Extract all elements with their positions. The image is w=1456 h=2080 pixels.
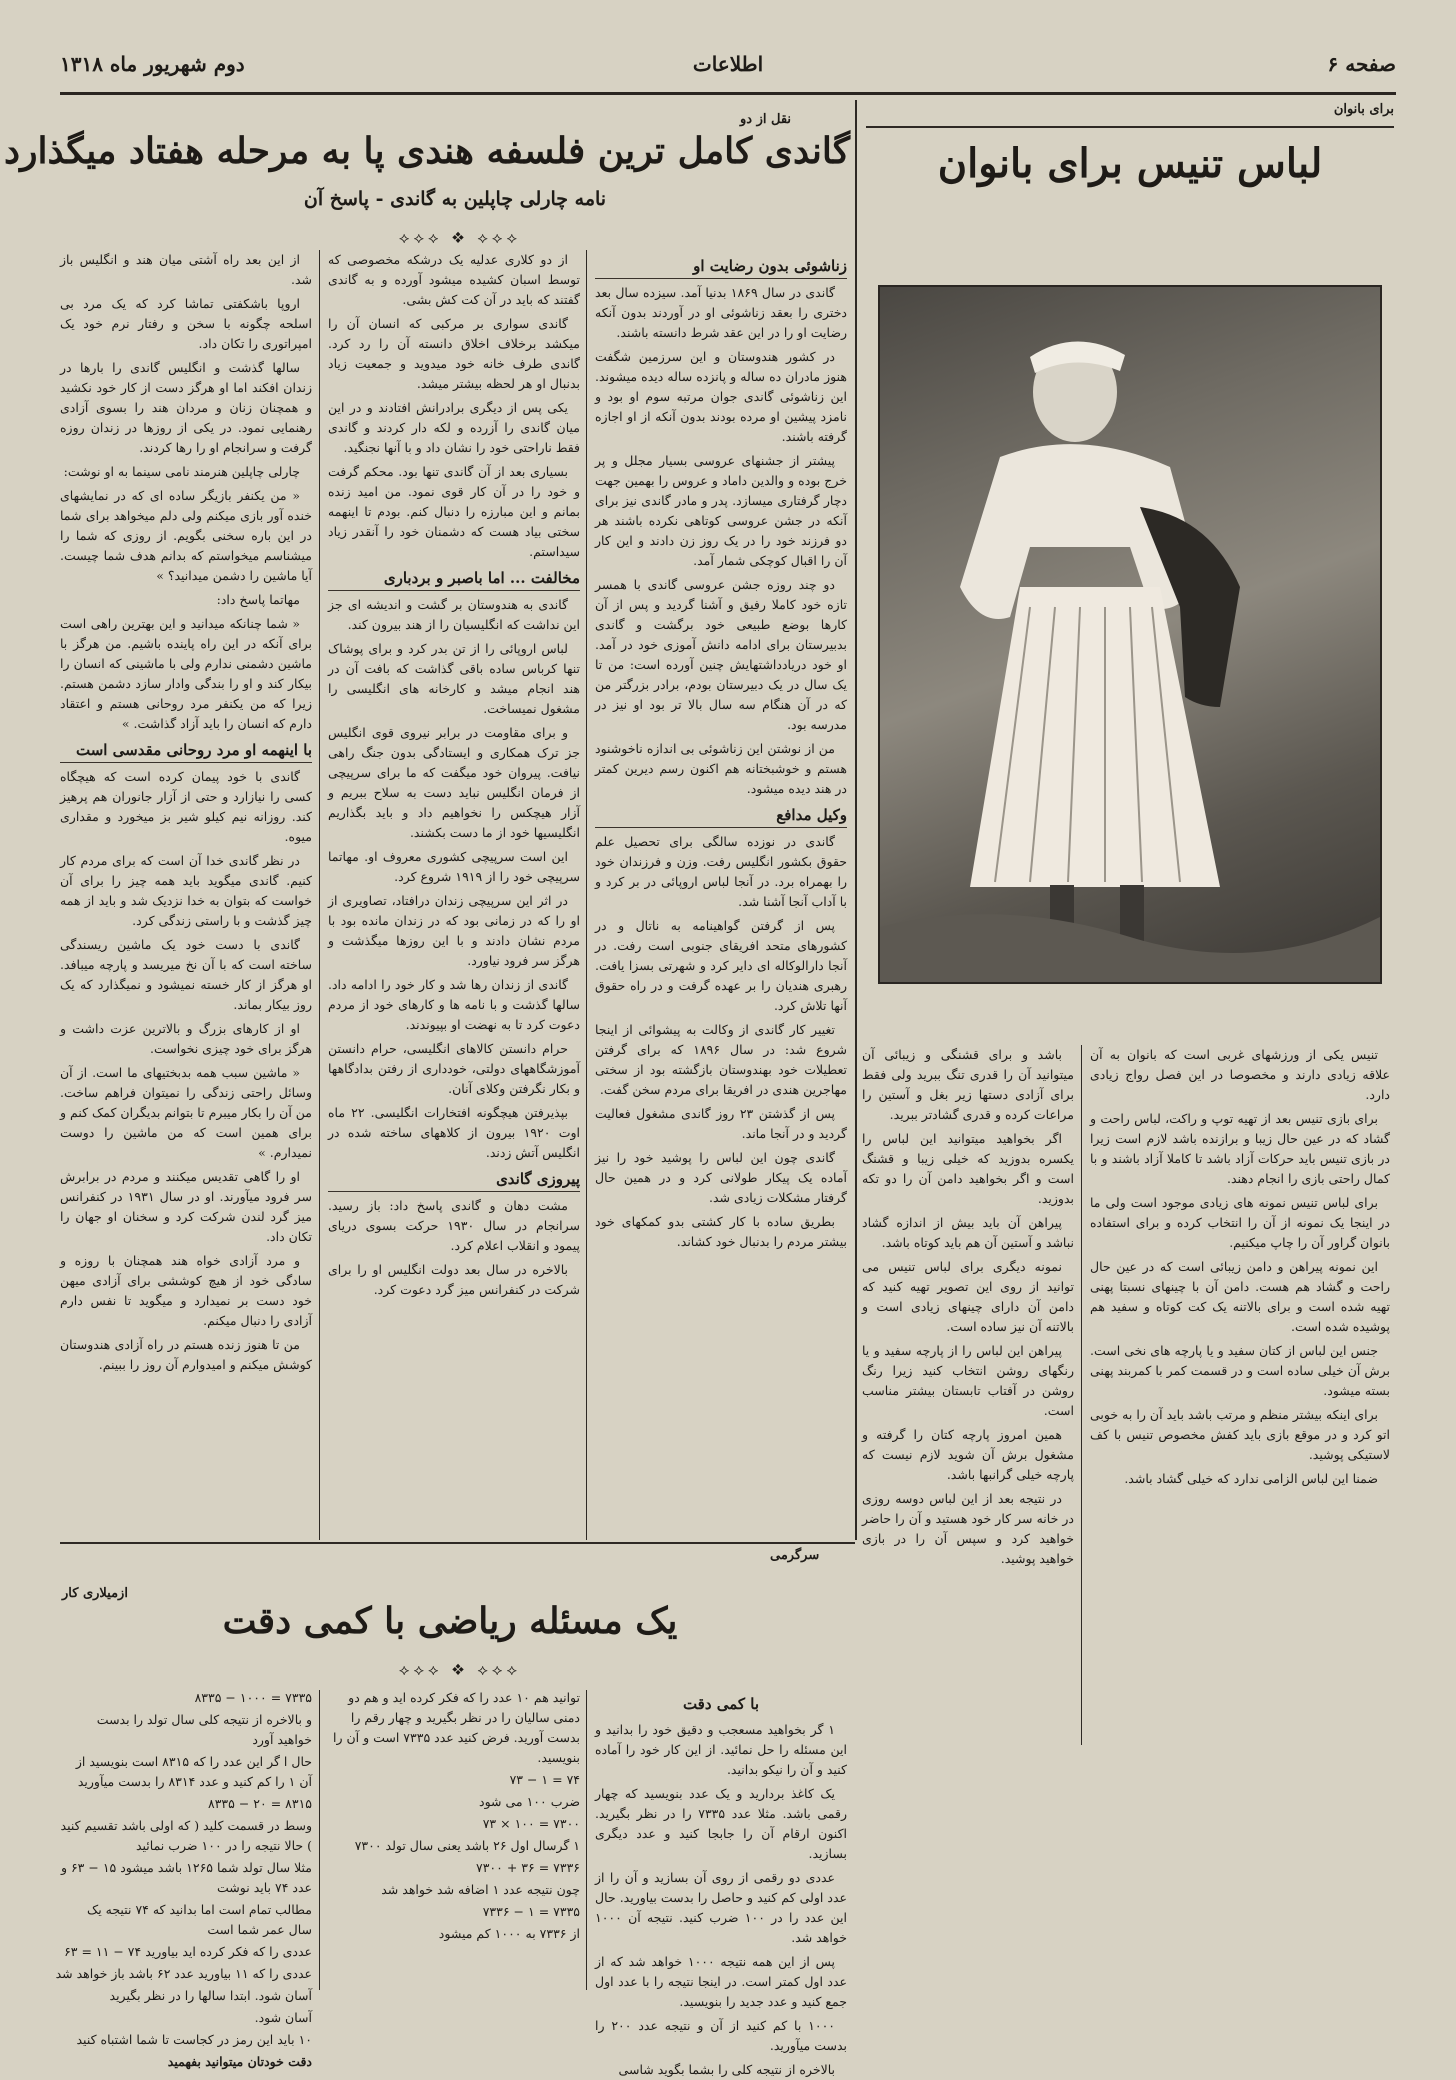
section-label-rule [866, 126, 1394, 128]
puzzle-subhead: با کمی دقت [682, 1695, 760, 1713]
tennis-dress-photo [878, 285, 1382, 984]
women-inner-rule [1081, 1045, 1082, 1745]
puzzle-top-rule [60, 1542, 855, 1544]
section-label: برای بانوان [1333, 102, 1394, 117]
women-headline: لباس تنیس برای بانوان [937, 140, 1323, 187]
gandhi-subhead-victory: پیروزی گاندی [328, 1169, 580, 1192]
masthead-rule [60, 92, 1396, 95]
gandhi-subhead-saint: با اینهمه او مرد روحانی مقدسی است [60, 740, 312, 763]
puzzle-ornament: ⟡⟡⟡ ❖ ⟡⟡⟡ [398, 1660, 522, 1679]
gandhi-subtitle: نامه چارلی چاپلین به گاندی - پاسخ آن [303, 188, 607, 210]
gandhi-ornament: ⟡⟡⟡ ❖ ⟡⟡⟡ [398, 228, 522, 247]
page-number: صفحه ۶ [1327, 52, 1396, 76]
gandhi-rule-1 [586, 250, 587, 1540]
puzzle-col-left: ۷۳۳۵ = ۱۰۰۰ − ۸۳۳۵ و بالاخره از نتیجه کلی سال تولد را بدست خواهید آورد حال ا گر این عدد را که ۸۳۱۵ است بنویسید از آن ۱ را کم کنید و عدد ۸۳۱۴ را بدست میآورید ۸۳۱۵ = ۲۰ − ۸۳۳۵ وسط در قسمت کلید ( که اولی باشد تقسیم کنید ) حالا نتیجه را در ۱۰۰ ضرب نمائید مثلا سال تولد شما ۱۲۶۵ باشد میشود ۱۵ − ۶۳ و عدد ۷۴ باید نوشت مطالب تمام است اما بدانید که ۷۴ نتیجه یک سال عمر شما است عددی را که فکر کرده اید بیاورید ۷۴ − ۱۱ = ۶۳ عددی را که ۱۱ بیاورید عدد ۶۲ باشد باز خواهد شد آسان شود. ابتدا سالها را در نظر بگیرید آسان شود. ۱۰ باید این رمز در کجاست تا شما اشتباه کنید دقت خودتان میتوانید بفهمید [55, 1690, 312, 2069]
gandhi-headline: گاندی کامل ترین فلسفه هندی پا به مرحله هفتاد میگذارد [4, 130, 850, 172]
gandhi-col-right: زناشوئی بدون رضایت او گاندی در سال ۱۸۶۹ بدنیا آمد. سیزده سال بعد دختری را بعقد زناشوئی او در آوردند بدون آنکه رضایت او را در این عقد شرط دانسته باشند. در کشور هندوستان و این سرزمین شگفت هنوز مادران ده ساله و پانزده ساله دیده میشوند. این زناشوئی گاندی جوان مرتبه سوم او بود و نامزد پیشین او مرده بودند بدون آنکه از او اجازه گرفته باشند. پیشتر از جشنهای عروسی بسیار مجلل و پر خرج بوده و والدین داماد و عروس را بهمین جهت دچار گرفتاری میسازد. پدر و مادر گاندی نیز برای آنکه در جشن عروسی کوتاهی نکرده باشند هر دو فرزند خود را در یک روز زن دادند و این کار آن را اقبال کوچکی شمار آمد. دو چند روزه جشن عروسی گاندی با همسر تازه خود کاملا رفیق و آشنا گردید و پس از آن کارها بوضع طبیعی خود برگشت و گاندی بدبیرستان برای ادامه دانش آموزی خود در آمد. او خود دریادداشتهایش چنین آورده است: من تا یک سال در یک دبیرستان بودم، برادر بزرگتر من که در آن هنگام سه سال بالا تر بود او نیز در مدرسه بود. من از نوشتن این زناشوئی بی اندازه ناخوشنود هستم و خوشبختانه هم اکنون رسم دیرین کمتر در هند دیده میشود. وکیل مدافع گاندی در نوزده سالگی برای تحصیل علم حقوق بکشور انگلیس رفت. وزن و فرزندان خود را بهمراه برد. در آنجا لباس اروپائی در بر کرد و با آداب آنجا آشنا شد. پس از گرفتن گواهینامه به ناتال و در کشورهای متحد افریقای جنوبی است رفت. در آنجا دارالوکاله ای دایر کرد و شهرتی بسزا یافت. رهبری هندیان را بر عهده گرفت و در راه حقوق آنها تلاش کرد. تغییر کار گاندی از وکالت به پیشوائی از اینجا شروع شد: در سال ۱۸۹۶ که برای گرفتن تعطیلات خود بهندوستان بازگشته بود از سختی مهاجرین هندی در افریقا برای مردم سخن گفت. پس از گذشتن ۲۳ روز گاندی مشغول فعالیت گردید و در آنجا ماند. گاندی چون این لباس را پوشید خود را نیز آماده یک پیکار طولانی کرد و در همین حال گرفتار مشکلات زیادی شد. بطریق ساده با کار کشتی بدو کمکهای خود بیشتر مردم را بدنبال خود کشاند. [595, 257, 847, 1249]
puzzle-rule-2 [319, 1690, 320, 1990]
gandhi-subhead-lawyer: وکیل مدافع [595, 805, 847, 828]
women-text-middle: باشد و برای قشنگی و زیبائی آن میتوانید آن را قدری تنگ ببرید ولی فقط برای آزادی دستها زیر بغل و آستین را مراعات کرده و قدری گشادتر ببرید. اگر بخواهید میتوانید این لباس را یکسره بدوزید که خیلی زیبا و قشنگ است و اگر بخواهید دامن آن را دو تکه بدوزید. پیراهن آن باید بیش از اندازه گشاد نباشد و آستین آن هم باید کوتاه باشد. نمونه دیگری برای لباس تنیس می توانید از روی این تصویر تهیه کنید که دامن آن دارای چینهای زیادی است و بالاتنه آن نیز ساده است. پیراهن این لباس را از پارچه سفید و یا رنگهای روشن انتخاب کنید زیرا رنگ روشن در آفتاب تابستان بیشتر مناسب است. همین امروز پارچه کتان را گرفته و مشغول برش آن شوید لازم نیست که پارچه خیلی گرانبها باشد. در نتیجه بعد از این لباس دوسه روزی در خانه سر کار خود هستید و آن را حاضر خواهید کرد و سپس آن را در بازی خواهید پوشید. [862, 1047, 1074, 1566]
puzzle-kicker: ازمیلاری کار [62, 1586, 128, 1601]
gandhi-col-middle: از دو کلاری عدلیه یک درشکه مخصوصی که توسط اسبان کشیده میشود آورده و به گاندی گفتند که باید در آن کت کش بشی. گاندی سواری بر مرکبی که انسان آن را میکشد برخلاف اخلاق دانسته آن را رد کرد. گاندی طرف خانه خود میدوید و جمعیت زیاد بدنبال او هر لحظه بیشتر میشد. یکی پس از دیگری برادرانش افتادند و در این میان گاندی را آزرده و لکه دار کردند و گاندی فقط ناراحتی خود را نشان داد و با آنها نجنگید. بسیاری بعد از آن گاندی تنها بود. محکم گرفت و خود را در آن کار قوی نمود. من امید زنده بمانم و این مبارزه را دنبال کنم. بودم تا اینهمه سختی بیاد هست که دشمنان خود را آنقدر زیاد سیداستم. مخالفت ... اما باصبر و بردباری گاندی به هندوستان بر گشت و اندیشه ای جز این نداشت که انگلیسیان را از هند بیرون کند. لباس اروپائی را از تن بدر کرد و برای پوشاک تنها کرباس ساده باقی گذاشت که بافت آن در هند انجام میشد و کارخانه های انگلیسی را مشغول نمیساخت. و برای مقاومت در برابر نیروی قوی انگلیس جز ترک همکاری و ایستادگی بدون جنگ راهی نیافت. پیروان خود میگفت که ما برای سرپیچی از فرمان انگلیس نباید دست به سلاح ببریم و آزار هیچکس را نخواهیم داد و باید بگذاریم انگلیسیها خود از ما دست بکشند. این است سرپیچی کشوری معروف او. مهاتما سرپیچی خود را از ۱۹۱۹ شروع کرد. در اثر این سرپیچی زندان درافتاد، تصاویری از او را که در زمانی بود که در زندان مانده بود با مردم نشان دادند و با این روزها میگذشت و هرگز سر فرود نیاورد. گاندی از زندان رها شد و کار خود را ادامه داد. سالها گذشت و با نامه ها و کارهای خود از مردم دعوت کرد تا به نهضت او بپیوندند. حرام دانستن کالاهای انگلیسی، حرام دانستن آموزشگاههای دولتی، خودداری از رفتن بدادگاهها و بکار نگرفتن وکلای آنان. بپذیرفتن هیچگونه افتخارات انگلیسی. ۲۲ ماه اوت ۱۹۲۰ بیرون از کلاههای ساخته شده در انگلیس آتش زدند. پیروزی گاندی مشت دهان و گاندی پاسخ داد: باز رسید. سرانجام در سال ۱۹۳۰ حرکت بسوی دریای پیمود و انقلاب اعلام کرد. بالاخره در سال بعد دولت انگلیس او را برای شرکت در کنفرانس میز گرد دعوت کرد. [328, 252, 580, 1297]
puzzle-col-middle: توانید هم ۱۰ عدد را که فکر کرده اید و هم دو دمنی سالیان را در نظر بگیرید و چهار رقم را بدست آورید. فرض کنید عدد ۷۳۳۵ است و آن را بنویسید. ۷۴ = ۱ − ۷۳ ضرب ۱۰۰ می شود ۷۳۰۰ = ۱۰۰ × ۷۳ ۱ گرسال اول ۲۶ باشد یعنی سال تولد ۷۳۰۰ ۷۳۳۶ = ۳۶ + ۷۳۰۰ چون نتیجه عدد ۱ اضافه شد خواهد شد ۷۳۳۵ = ۱ − ۷۳۳۶ از ۷۳۳۶ به ۱۰۰۰ کم میشود [332, 1690, 580, 1941]
women-text-right: تنیس یکی از ورزشهای غربی است که بانوان به آن علاقه زیادی دارند و مخصوصا در این فصل رواج زیادی دارد. برای بازی تنیس بعد از تهیه توپ و راکت، لباس راحت و گشاد که در عین حال زیبا و برازنده باشد لازم است زیرا در بازی تنیس باید حرکات آزاد باشد تا کاملا آزاد باشند و با کمال راحتی بازی را انجام دهند. برای لباس تنیس نمونه های زیادی موجود است ولی ما در اینجا یک نمونه از آن را انتخاب کرده و برای استفاده بانوان گراور آن را چاپ میکنیم. این نمونه پیراهن و دامن زیبائی است که در عین حال راحت و گشاد هم هست. دامن آن با چینهای نسبتا پهنی تهیه شده است و برای بالاتنه یک کت کوتاه و سفید هم پوشیده شده است. جنس این لباس از کتان سفید و یا پارچه های نخی است. برش آن خیلی ساده است و در قسمت کمر با کمربند پهنی بسته میشود. برای اینکه بیشتر منظم و مرتب باشد باید آن را به خوبی اتو کرد و در موقع بازی باید کفش مخصوص تنیس با کف لاستیکی پوشید. ضمنا این لباس الزامی ندارد که خیلی گشاد باشد. [1090, 1047, 1390, 1486]
masthead [60, 52, 1396, 88]
puzzle-rule-1 [586, 1690, 587, 1990]
gandhi-rule-2 [319, 250, 320, 1540]
section-divider [855, 100, 857, 1540]
gandhi-kicker: نقل از دو [740, 112, 792, 127]
puzzle-col-right: با کمی دقت ۱ گر بخواهید مسعجب و دقیق خود را بدانید و این مسئله را حل نمائید. از این کار خود را آماده کنید و آن را نیکو بدانید. یک کاغذ بردارید و یک عدد بنویسید که چهار رقمی باشد. مثلا عدد ۷۳۳۵ را در نظر بگیرید. اکنون ارقام آن را جابجا کنید و عدد دیگری بسازید. عددی دو رقمی از روی آن بسازید و آن را از عدد اولی کم کنید و حاصل را بدست بیاورید. حال این عدد را در ۱۰۰ ضرب کنید. نتیجه آن ۱۰۰۰ خواهد شد. پس از این همه نتیجه ۱۰۰۰ خواهد شد که از عدد اول کمتر است. در اینجا نتیجه را با عدد اول جمع کنید و عدد جدید را بنویسید. ۱۰۰۰ با کم کنید از آن و نتیجه عدد ۲۰۰ را بدست میآورید. بالاخره از نتیجه کلی را بشما بگوید شاسی [595, 1695, 848, 2077]
tennis-figure-illustration [880, 287, 1380, 982]
puzzle-headline: یک مسئله ریاضی با کمی دقت [222, 1600, 678, 1642]
paper-name: اطلاعات [692, 52, 764, 76]
issue-date: دوم شهریور ماه ۱۳۱۸ [60, 52, 245, 76]
gandhi-col-left: از این بعد راه آشتی میان هند و انگلیس باز شد. اروپا باشکفتی تماشا کرد که یک مرد بی اسلحه چگونه با سخن و رفتار نرم خود یک امپراتوری را تکان داد. سالها گذشت و انگلیس گاندی را بارها در زندان افکند اما او هرگز دست از کار خود نکشید و همچنان زنان و مردان هند را بسوی آزادی رهنمایی نمود. در یکی از روزها در زندان روزه گرفت و سرانجام او را رها کردند. چارلی چاپلین هنرمند نامی سینما به او نوشت: « من یکنفر بازیگر ساده ای که در نمایشهای خنده آور بازی میکنم ولی دلم میخواهد برای شما در این باره سخنی بگویم. از روزی که شما را میشناسم میخواستم که بدانم هدف شما چیست. آیا ماشین را دشمن میدانید؟ » مهاتما پاسخ داد: « شما چنانکه میدانید و این بهترین راهی است برای آنکه در این راه پاینده باشیم. من هرگز با ماشین دشمنی ندارم ولی با ماشینی که انسان را بیکار کند و او را بندگی وادار سازد دشمن هستم. زیرا که من یکنفر مرد روحانی هستم و اعتقاد دارم که انسان را باید آزاد گذاشت. » با اینهمه او مرد روحانی مقدسی است گاندی با خود پیمان کرده است که هیچگاه کسی را نیازارد و حتی از آزار جانوران هم پرهیز کند. روزانه نیم کیلو شیر بز میخورد و مقداری میوه. در نظر گاندی خدا آن است که برای مردم کار کنیم. گاندی میگوید باید همه چیز را برای آن خواست که بتوان به خدا نزدیک شد و باید از همه چیز گذشت و با راستی زندگی کرد. گاندی با دست خود یک ماشین ریسندگی ساخته است که با آن نخ میریسد و پارچه میبافد. او هرگز از کار خسته نمیشود و نمیگذارد که یک روز بیکار بماند. او از کارهای بزرگ و بالاترین عزت داشت و هرگز برای خود چیزی نخواست. « ماشین سبب همه بدبختیهای ما است. از آن وسائل راحتی زندگی را نمیتوان فراهم ساخت. من آن را بکار میبرم تا بتوانم بدیگران کمک کنم و برای همین است که من ماشین را دوست نمیدارم. » او را گاهی تقدیس میکنند و مردم در برابرش سر فرود میآورند. او در سال ۱۹۳۱ در کنفرانس میز گرد لندن شرکت کرد و سخنان او جهان را تکان داد. و مرد آزادی خواه هند همچنان با روزه و سادگی خود از هیچ کوششی برای آزادی میهن خود دست بر نمیدارد و میگوید تا نفس دارم آزادی را دنبال میکنم. من تا هنوز زنده هستم در راه آزادی هندوستان کوشش میکنم و امیدوارم آن روز را ببینم. [60, 252, 312, 1372]
gandhi-subhead-marriage: زناشوئی بدون رضایت او [595, 256, 847, 279]
gandhi-subhead-opposition: مخالفت ... اما باصبر و بردباری [328, 568, 580, 591]
puzzle-section-label: سرگرمی [770, 1548, 820, 1563]
